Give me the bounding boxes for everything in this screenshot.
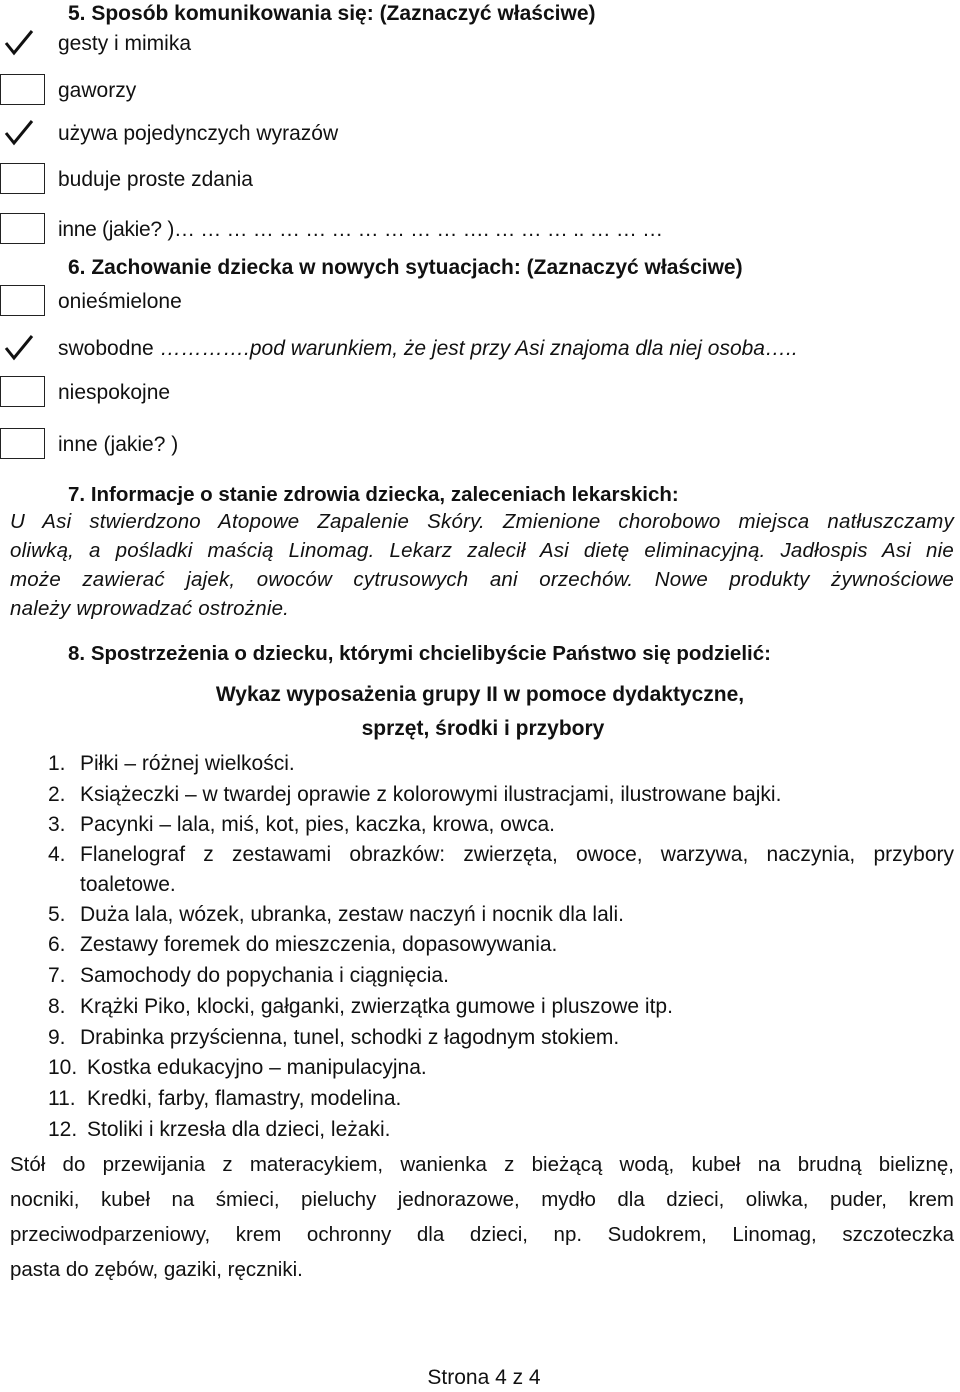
- paragraph-line: należy wprowadzać ostrożnie.: [10, 597, 290, 620]
- paragraph-line: Stół do przewijania z materacykiem, wanienka z bieżącą wodą, kubeł na brudną bieliznę,: [10, 1153, 954, 1176]
- checkmark-icon[interactable]: [0, 333, 45, 364]
- list-item-text: Drabinka przyścienna, tunel, schodki z łagodnym stokiem.: [80, 1026, 620, 1049]
- list-item: [0, 813, 960, 841]
- list-item-text: Krążki Piko, klocki, gałganki, zwierzątka gumowe i pluszowe itp.: [80, 995, 673, 1018]
- option-label: inne (jakie? ): [58, 433, 179, 456]
- list-item-text: Duża lala, wózek, ubranka, zestaw naczyń i nocnik dla lali.: [80, 903, 624, 926]
- paragraph-line: nocniki, kubeł na śmieci, pieluchy jednorazowe, mydło dla dzieci, oliwka, puder, krem: [10, 1188, 954, 1211]
- section5-heading: 5. Sposób komunikowania się: (Zaznaczyć właściwe): [68, 2, 596, 25]
- option-row: [0, 118, 960, 152]
- list-item-number: 6.: [48, 933, 66, 956]
- list-item-text: Piłki – różnej wielkości.: [80, 752, 295, 775]
- checkbox[interactable]: [0, 163, 45, 194]
- list-item-continuation: toaletowe.: [80, 873, 176, 896]
- checkbox[interactable]: [0, 74, 45, 105]
- checkmark-icon[interactable]: [0, 118, 45, 149]
- option-label: onieśmielone: [58, 290, 182, 313]
- list-item-text: Kostka edukacyjno – manipulacyjna.: [87, 1056, 427, 1079]
- list-item-number: 12.: [48, 1118, 78, 1141]
- option-label: używa pojedynczych wyrazów: [58, 122, 339, 145]
- checkbox[interactable]: [0, 428, 45, 459]
- checkbox[interactable]: [0, 285, 45, 316]
- option-row: [0, 74, 960, 108]
- option-label: swobodne: [58, 337, 154, 360]
- option-row: [0, 376, 960, 410]
- list-item: [0, 995, 960, 1023]
- list-item-text: Flanelograf z zestawami obrazków: zwierzęta, owoce, warzywa, naczynia, przybory: [80, 843, 954, 866]
- list-item: [0, 843, 960, 901]
- section7-number: 7.: [68, 483, 86, 506]
- list-item-number: 2.: [48, 783, 66, 806]
- section7-heading: [68, 483, 679, 507]
- checkmark-icon[interactable]: [0, 28, 45, 59]
- list-item-number: 9.: [48, 1026, 66, 1049]
- list-item: [0, 964, 960, 992]
- list-item-number: 7.: [48, 964, 66, 987]
- section8-title: Spostrzeżenia o dziecku, którymi chcielibyście Państwo się podzielić:: [90, 642, 771, 665]
- section8-number: 8.: [68, 642, 86, 665]
- list-item: [0, 1056, 960, 1084]
- option-row: [0, 285, 960, 319]
- list-item-number: 3.: [48, 813, 66, 836]
- equipment-title-line1: Wykaz wyposażenia grupy II w pomoce dydaktyczne,: [215, 683, 745, 706]
- list-item-text: Zestawy foremek do mieszczenia, dopasowywania.: [80, 933, 558, 956]
- section8-heading: [68, 642, 771, 666]
- list-item-number: 11.: [48, 1087, 76, 1110]
- option-row: [0, 213, 960, 247]
- list-item-text: Kredki, farby, flamastry, modelina.: [87, 1087, 402, 1110]
- list-item: [0, 1118, 960, 1146]
- list-item: [0, 1087, 960, 1115]
- list-item: [0, 1026, 960, 1054]
- list-item-text: Pacynki – lala, miś, kot, pies, kaczka, krowa, owca.: [80, 813, 556, 836]
- section7-title: Informacje o stanie zdrowia dziecka, zaleceniach lekarskich:: [90, 483, 679, 506]
- checkbox[interactable]: [0, 376, 45, 407]
- option-label: inne (jakie? )… … … … … … … … … … … …. … … … .. … … …: [58, 218, 663, 241]
- page-number: Strona 4 z 4: [427, 1366, 541, 1389]
- paragraph-line: pasta do zębów, gaziki, ręczniki.: [10, 1258, 303, 1281]
- list-item: [0, 903, 960, 931]
- list-item: [0, 783, 960, 811]
- option-label: buduje proste zdania: [58, 168, 253, 191]
- option-row: [0, 428, 960, 462]
- option-row: [0, 163, 960, 197]
- option-label: niespokojne: [58, 381, 171, 404]
- list-item-number: 4.: [48, 843, 66, 866]
- list-item-text: Książeczki – w twardej oprawie z kolorowymi ilustracjami, ilustrowane bajki.: [80, 783, 782, 806]
- option-label: gaworzy: [58, 79, 137, 102]
- option-label: gesty i mimika: [58, 32, 192, 55]
- list-item-text: Samochody do popychania i ciągnięcia.: [80, 964, 449, 987]
- option-row: [0, 28, 960, 62]
- paragraph-line: może zawierać jajek, owoców cytrusowych ani orzechów. Nowe produkty żywnościowe: [10, 568, 954, 591]
- option-row: [0, 333, 960, 367]
- list-item: [0, 752, 960, 780]
- supplies-paragraph: [10, 1153, 954, 1293]
- list-item: [0, 933, 960, 961]
- paragraph-line: oliwką, a pośladki maścią Linomag. Lekarz zalecił Asi dietę eliminacyjną. Jadłospis Asi nie: [10, 539, 954, 562]
- section6-heading: 6. Zachowanie dziecka w nowych sytuacjach: (Zaznaczyć właściwe): [68, 256, 743, 279]
- list-item-number: 5.: [48, 903, 66, 926]
- list-item-number: 8.: [48, 995, 66, 1018]
- paragraph-line: U Asi stwierdzono Atopowe Zapalenie Skóry. Zmienione chorobowo miejsca natłuszczamy: [10, 510, 954, 533]
- equipment-title-line2: sprzęt, środki i przybory: [361, 717, 605, 740]
- list-item-text: Stoliki i krzesła dla dzieci, leżaki.: [87, 1118, 391, 1141]
- list-item-number: 10.: [48, 1056, 78, 1079]
- list-item-number: 1.: [48, 752, 66, 775]
- paragraph-line: przeciwodparzeniowy, krem ochronny dla dzieci, np. Sudokrem, Linomag, szczoteczka: [10, 1223, 954, 1246]
- option-note: ………….pod warunkiem, że jest przy Asi znajoma dla niej osoba…..: [160, 337, 798, 360]
- health-info-paragraph: [10, 510, 954, 626]
- checkbox[interactable]: [0, 213, 45, 244]
